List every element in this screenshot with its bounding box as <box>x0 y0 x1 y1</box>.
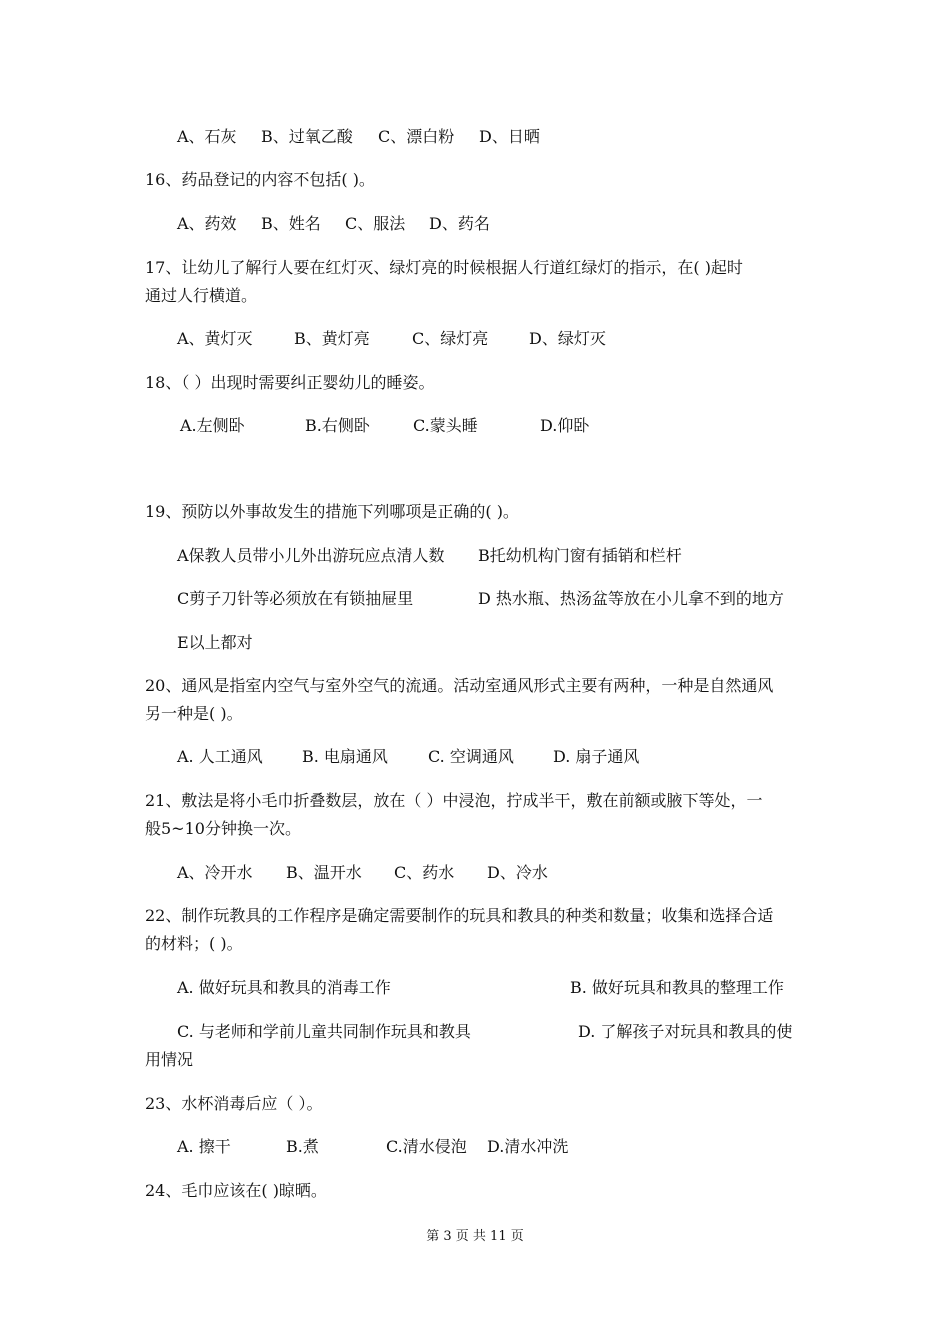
q20-option-b: B. 电扇通风 <box>302 747 388 766</box>
q16-option-c: C、服法 <box>345 214 406 233</box>
page-footer: 第 3 页 共 11 页 <box>426 1229 524 1244</box>
q20-stem-line1: 20、通风是指室内空气与室外空气的流通。活动室通风形式主要有两种，一种是自然通风 <box>145 676 774 695</box>
q15-option-b: B、过氧乙酸 <box>261 127 353 146</box>
q17-option-d: D、绿灯灭 <box>529 329 606 348</box>
q19-option-d: D 热水瓶、热汤盆等放在小儿拿不到的地方 <box>478 589 784 608</box>
q21-option-a: A、冷开水 <box>177 863 253 882</box>
q21-stem-line2: 般5~10分钟换一次。 <box>145 819 301 838</box>
q19-option-a: A保教人员带小儿外出游玩应点清人数 <box>177 546 445 565</box>
q17-stem-line1: 17、让幼儿了解行人要在红灯灭、绿灯亮的时候根据人行道红绿灯的指示，在( )起时 <box>145 258 743 277</box>
q22-stem-line2: 的材料；( )。 <box>145 934 243 953</box>
q20-option-a: A. 人工通风 <box>177 747 263 766</box>
q22-stem-line1: 22、制作玩教具的工作程序是确定需要制作的玩具和教具的种类和数量；收集和选择合适 <box>145 906 774 925</box>
q22-option-d-continued: 用情况 <box>145 1050 194 1069</box>
q22-option-b: B. 做好玩具和教具的整理工作 <box>570 978 784 997</box>
q19-stem: 19、预防以外事故发生的措施下列哪项是正确的( )。 <box>145 502 519 521</box>
q22-option-c: C. 与老师和学前儿童共同制作玩具和教具 <box>177 1022 471 1041</box>
q20-stem-line2: 另一种是( )。 <box>145 704 243 723</box>
q16-option-a: A、药效 <box>177 214 237 233</box>
q17-option-b: B、黄灯亮 <box>294 329 370 348</box>
q22-option-a: A. 做好玩具和教具的消毒工作 <box>177 978 391 997</box>
q16-stem: 16、药品登记的内容不包括( )。 <box>145 170 375 189</box>
q23-option-a: A. 擦干 <box>177 1137 231 1156</box>
q19-option-c: C剪子刀针等必须放在有锁抽屉里 <box>177 589 414 608</box>
q22-option-d: D. 了解孩子对玩具和教具的使 <box>578 1022 793 1041</box>
q16-option-d: D、药名 <box>429 214 490 233</box>
q17-stem-line2: 通过人行横道。 <box>145 286 258 305</box>
q19-option-b: B托幼机构门窗有插销和栏杆 <box>478 546 682 565</box>
q23-stem: 23、水杯消毒后应（ ）。 <box>145 1094 323 1113</box>
q18-option-a: A.左侧卧 <box>180 416 245 435</box>
q19-option-e: E以上都对 <box>177 633 253 652</box>
q20-option-c: C. 空调通风 <box>428 747 514 766</box>
q23-option-b: B.煮 <box>286 1137 319 1156</box>
q15-option-d: D、日晒 <box>479 127 540 146</box>
q18-option-b: B.右侧卧 <box>305 416 370 435</box>
q15-option-c: C、漂白粉 <box>378 127 455 146</box>
q18-option-d: D.仰卧 <box>540 416 590 435</box>
q21-option-b: B、温开水 <box>286 863 362 882</box>
q23-option-c: C.清水侵泡 <box>386 1137 467 1156</box>
q15-option-a: A、石灰 <box>177 127 237 146</box>
q18-stem: 18、（ ）出现时需要纠正婴幼儿的睡姿。 <box>145 373 435 392</box>
q21-option-d: D、冷水 <box>487 863 548 882</box>
q23-option-d: D.清水冲洗 <box>487 1137 569 1156</box>
q24-stem: 24、毛巾应该在( )晾晒。 <box>145 1181 327 1200</box>
q18-option-c: C.蒙头睡 <box>413 416 478 435</box>
q16-option-b: B、姓名 <box>261 214 321 233</box>
q17-option-a: A、黄灯灭 <box>177 329 253 348</box>
q20-option-d: D. 扇子通风 <box>553 747 640 766</box>
q17-option-c: C、绿灯亮 <box>412 329 489 348</box>
q21-stem-line1: 21、敷法是将小毛巾折叠数层，放在（ ）中浸泡，拧成半干，敷在前额或腋下等处，一 <box>145 791 763 810</box>
q21-option-c: C、药水 <box>394 863 455 882</box>
